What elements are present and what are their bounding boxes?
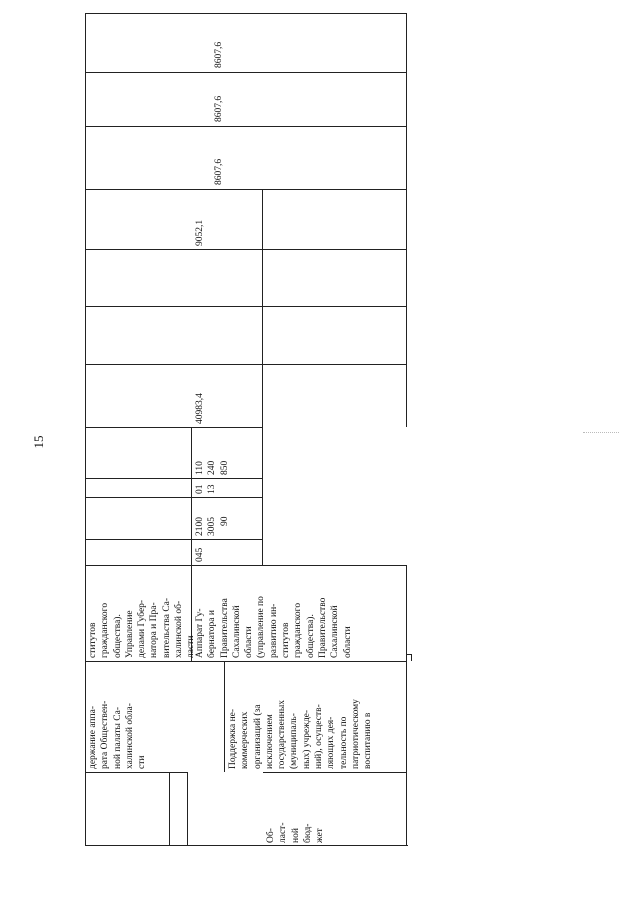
text-line: исключением	[264, 714, 275, 769]
text-line: ных) учрежде-	[301, 709, 312, 769]
text-line: сти	[137, 755, 148, 769]
text-line: вительства Са-	[161, 597, 172, 658]
text-line: ний), осуществ-	[314, 704, 325, 769]
row-app-rz-cell	[192, 478, 263, 497]
text-line: организаций (за	[252, 704, 263, 769]
text-line: Аппарат Гу-	[195, 608, 205, 658]
text-line: гражданского	[293, 602, 304, 658]
row-app-y2020-cell	[192, 249, 263, 306]
text-line: Сахалинской	[231, 605, 242, 658]
row-app-vr-cell	[192, 427, 263, 478]
text-line: Правительство	[317, 597, 328, 658]
text-line: ной	[290, 828, 301, 843]
text-line: области	[342, 626, 353, 658]
value-2022: 9052,1	[195, 219, 205, 246]
row-cont-vr-cell	[85, 427, 192, 478]
row-cont-2024-cell	[85, 72, 407, 126]
text-line: 01	[195, 484, 205, 494]
row-app-num-cell	[170, 772, 188, 846]
grbs-code: 045	[195, 547, 205, 562]
text-line: 240	[207, 460, 218, 475]
text-line: ласт-	[278, 822, 289, 843]
text-line: Об-	[266, 828, 276, 843]
text-line: патриотическому	[350, 699, 361, 769]
text-line: натора и Пра-	[149, 602, 160, 658]
text-line: халинской обла-	[124, 703, 135, 769]
text-line: 850	[219, 460, 230, 475]
text-line: общества).	[305, 614, 316, 658]
total-value: 40983,4	[195, 393, 205, 424]
text-line: ласти	[186, 635, 197, 658]
text-line: 13	[207, 484, 218, 494]
text-line: 110	[195, 461, 205, 475]
text-line: держание аппа-	[88, 706, 98, 769]
text-line: воспитанию в	[363, 712, 374, 769]
row-cont-cs-cell	[85, 497, 192, 539]
value-2023: 8607,6	[214, 158, 224, 185]
text-line: Поддержка не-	[228, 708, 238, 769]
text-line: рата Обществен-	[100, 700, 111, 769]
row-3-3-col2-cell	[225, 661, 407, 772]
text-line: Сахалинской	[330, 605, 341, 658]
row-app-col3-cell	[192, 565, 407, 661]
text-line: (управление по	[256, 596, 267, 658]
text-line: бюд-	[302, 823, 313, 843]
text-line: государственных	[277, 699, 288, 769]
text-line: области	[244, 626, 255, 658]
text-line: ститутов	[281, 622, 292, 658]
row-3-3-source-cell	[263, 772, 407, 846]
text-line: (муниципаль-	[289, 713, 300, 769]
row-cont-2023-cell	[85, 126, 407, 189]
text-line: коммерческих	[240, 711, 251, 769]
text-line: тельность по	[338, 716, 349, 769]
row-cont-col3-cell	[85, 565, 197, 661]
row-app-y2022-cell	[192, 189, 263, 249]
text-line: Правительства	[219, 598, 230, 658]
text-line: жет	[315, 828, 326, 843]
row-cont-rz-cell	[85, 478, 192, 497]
row-cont-num-cell	[85, 772, 170, 846]
text-line: халинской об-	[174, 600, 185, 658]
text-line: общества).	[112, 614, 123, 658]
row-app-y2019-cell	[192, 306, 263, 364]
text-line: ститутов	[88, 622, 98, 658]
text-line: развитию ин-	[268, 603, 279, 658]
text-line: бернатора и	[207, 610, 218, 658]
text-line: ляющих дея-	[326, 716, 337, 769]
text-line: Управление	[124, 610, 135, 658]
text-line: 2100	[195, 517, 205, 536]
value-2024: 8607,6	[214, 95, 224, 122]
text-line: 3005	[207, 517, 218, 536]
row-app-grbs-cell	[192, 539, 263, 565]
row-cont-grbs-cell	[85, 539, 192, 565]
row-app-cs-cell	[192, 497, 263, 539]
budget-table	[85, 13, 408, 846]
text-line: 90	[219, 516, 230, 526]
text-line: делами Губер-	[137, 599, 148, 658]
text-line: гражданского	[100, 602, 111, 658]
text-line: ной палаты Са-	[112, 706, 123, 769]
value-2025: 8607,6	[214, 41, 224, 68]
row-cont-col2-cell	[85, 661, 225, 772]
row-app-total-cell	[192, 364, 263, 427]
spacer	[407, 654, 412, 661]
page-number: 15	[31, 435, 46, 449]
row-cont-2025-cell	[85, 13, 407, 72]
